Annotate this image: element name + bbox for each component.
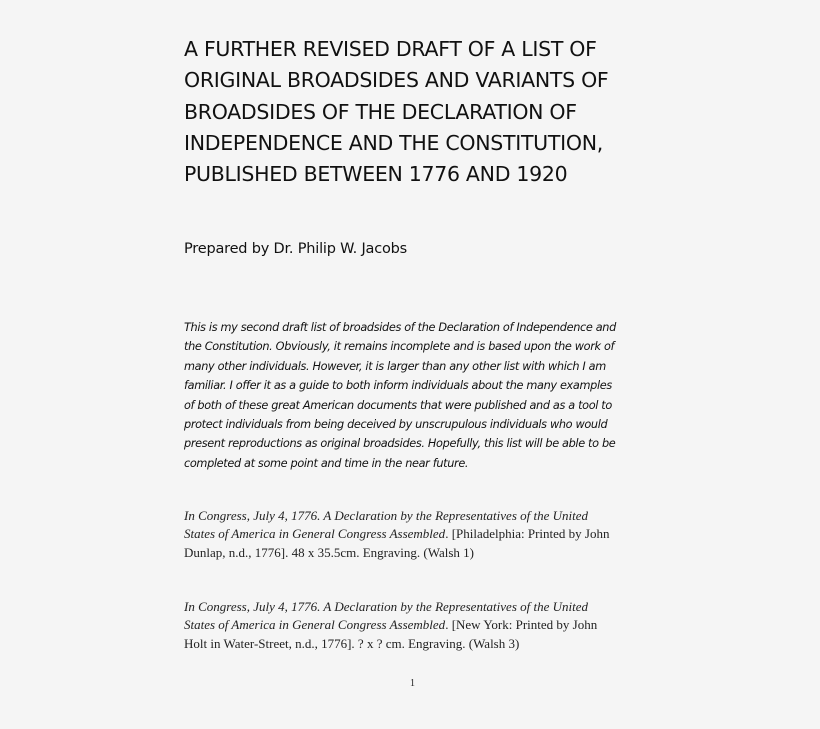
broadside-entry bbox=[184, 598, 654, 653]
intro-line: This is my second draft list of broadsides of the Declaration of Independence and bbox=[184, 321, 616, 334]
entry-line bbox=[184, 598, 654, 616]
intro-line: protect individuals from being deceived by unscrupulous individuals who would bbox=[184, 418, 608, 432]
entry-line: Holt in Water-Street, n.d., 1776]. ? x ? cm. Engraving. (Walsh 3) bbox=[184, 635, 520, 651]
entry-line: Dunlap, n.d., 1776]. 48 x 35.5cm. Engraving. (Walsh 1) bbox=[184, 544, 474, 560]
document-title bbox=[184, 34, 664, 190]
author-line: Prepared by Dr. Philip W. Jacobs bbox=[184, 241, 408, 257]
title-line: BROADSIDES OF THE DECLARATION OF bbox=[184, 99, 577, 124]
intro-line: many other individuals. However, it is larger than any other list with which I am bbox=[184, 359, 606, 373]
entry-imprint: . [New York: Printed by John bbox=[445, 617, 598, 633]
intro-line: familiar. I offer it as a guide to both inform individuals about the many examples bbox=[184, 379, 612, 393]
broadside-entry bbox=[184, 507, 654, 562]
entry-imprint: . [Philadelphia: Printed by John bbox=[445, 526, 610, 542]
intro-line: of both of these great American documents that were published and as a tool to bbox=[184, 398, 612, 412]
entry-title: In Congress, July 4, 1776. A Declaration by the Representatives of the United bbox=[184, 599, 589, 614]
title-line: PUBLISHED BETWEEN 1776 AND 1920 bbox=[184, 162, 568, 187]
title-line: ORIGINAL BROADSIDES AND VARIANTS OF bbox=[184, 68, 609, 93]
entry-title: States of America in General Congress Assembled bbox=[184, 526, 446, 542]
intro-paragraph bbox=[184, 318, 654, 473]
title-line: A FURTHER REVISED DRAFT OF A LIST OF bbox=[184, 37, 597, 61]
intro-line: the Constitution. Obviously, it remains incomplete and is based upon the work of bbox=[184, 340, 615, 354]
page-number: 1 bbox=[410, 678, 415, 689]
entry-title: In Congress, July 4, 1776. A Declaration by the Representatives of the United bbox=[184, 508, 589, 523]
intro-line: present reproductions as original broadsides. Hopefully, this list will be able to be bbox=[184, 437, 616, 451]
title-line: INDEPENDENCE AND THE CONSTITUTION, bbox=[184, 130, 603, 155]
intro-line: completed at some point and time in the near future. bbox=[184, 456, 469, 470]
entry-line bbox=[184, 525, 654, 543]
entry-line bbox=[184, 616, 654, 634]
entry-title: States of America in General Congress Assembled bbox=[184, 617, 446, 633]
entry-line bbox=[184, 507, 654, 525]
